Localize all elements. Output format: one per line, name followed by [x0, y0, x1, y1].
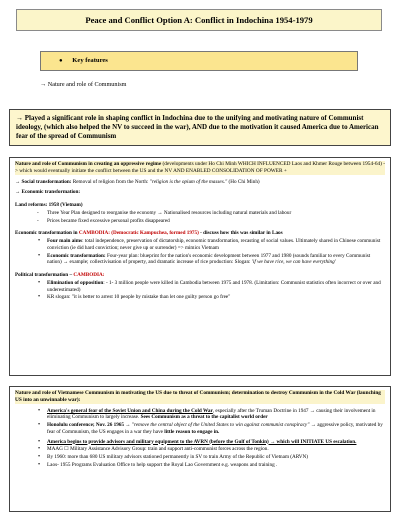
item-text: MAAG ☐ Military Assistance Advisory Group: train and support anti-communist forces across the region. [47, 446, 269, 453]
cambodia-economic-list [15, 238, 385, 266]
cambodia-red: CAMBODIA: (Democratic Kampuchea, formed 1975) [78, 230, 199, 237]
section-header: Nature and role of Vietnamese Communism in motivating the US due to threat of Communism; determination to destroy Communism in the Cold War (launching US into an unwinnable war): [15, 390, 385, 404]
page-title: Peace and Conflict Option A: Conflict in Indochina 1954-1979 [16, 9, 382, 31]
item-bold-lead: Honolulu conference; Nov. 26 1965 [47, 422, 124, 429]
land-reforms-list [15, 210, 385, 225]
main-argument-box: → Played a significant role in shaping conflict in Indochina due to the unifying and motivating nature of Communist ideology, (which also helped the NV to succeed in the war), AND due to the motivation it caused America due to American fear of the spread of Communism [9, 109, 391, 146]
political-list [15, 280, 385, 301]
item-text-2: → aggressive policy, motivated by fear of Communism, the US engages in a war they have [47, 422, 383, 435]
cambodia-economic-heading [15, 230, 385, 237]
social-quote: "religion is the opium of the masses." [149, 178, 228, 185]
section-header-bold: Nature and role of Communism in creating an oppressive regime [15, 161, 162, 167]
list-item: - Prices became fixed excessive personal profits disappeared [47, 218, 385, 225]
item-text: KR slogan: "it is better to arrest 10 people by mistake than let one guilty person go free" [47, 294, 231, 301]
list-item [47, 462, 385, 469]
item-bold: little reason to engage in. [164, 428, 220, 435]
item-quote: "remove the central object of the United States to win against communist conspiracy" [131, 422, 310, 429]
oppressive-regime-section [9, 157, 391, 376]
item-text: , especially after the Truman Doctrine in 1947 → causing their involvement in eliminating Communism to largely increase. [47, 407, 376, 421]
list-item [47, 454, 385, 461]
item-text: → [124, 422, 132, 429]
list-item [47, 422, 385, 435]
list-item [47, 446, 385, 453]
economic-label: → Economic transformation: [15, 189, 81, 196]
cambodia-post: - discuss how this was similar in Laos [198, 230, 283, 237]
item-label: Four main aims [47, 238, 83, 245]
us-motivation-list [15, 408, 385, 469]
section-header [15, 161, 385, 175]
item-underlined: America's general fear of the Soviet Union and China during the Cold War [47, 407, 213, 414]
item-label: Economic transformation: [47, 252, 106, 259]
list-item [47, 253, 385, 266]
political-red: CAMBODIA: [73, 272, 105, 279]
item-underlined: America begins to provide advisors and military equipment to the AVRN (before the Gulf of Tonkin) → which will INITIATE US escalation. [47, 438, 357, 445]
key-features-label: Key features [72, 57, 108, 64]
social-text: Removal of religion from the North: [71, 178, 150, 185]
list-item [47, 408, 385, 421]
item-text: : - 1- 3 million people were killed in Cambodia between 1975 and 1978. (Limitation: Communist statistics often incorrect or over and underestimated) [47, 279, 381, 293]
social-label: → Social transformation: [15, 178, 72, 185]
item-text: : total independence, preservation of dictatorship, economic transformation, recasting of social values. Ultimately shared in Chinese communist conviction (ie did hard conviction; never give up or surrender) => mimics Vietnam [47, 238, 381, 251]
item-text: By 1960: more than 680 US military advisors stationed permanently in SV to train Army of the Republic of Vietnam (ARVN) [47, 454, 309, 461]
section-header-text: (developments under Ho Chi Minh WHICH INFLUENCED Laos and Khmer Rouge between 1954-64) -> which would eventually initiate the conflict between the US and the NV AND ENABLED CONSOLIDATION OF POWER [15, 161, 386, 174]
political-heading [15, 272, 385, 279]
item-label: Elimination of opposition [47, 279, 104, 286]
list-item: - Three Year Plan designed to reorganise the economy → Nationalised resources including natural materials and labour [47, 210, 385, 217]
item-text: Four-year plan: blueprint for the nation's economic development between 1977 and 1980 (sounds familiar to every Communist nation) → example; collectivisation of property, and dramatic increase of rice production: Slogan: [47, 252, 371, 266]
nature-role-heading: → Nature and role of Communism [40, 81, 127, 88]
item-text: Laos- 1955 Programs Evaluation Office to help support the Royal Lao Government e.g. weapons and training . [47, 462, 278, 469]
item-quote: 'if we have rice, we can have everything' [251, 259, 336, 266]
social-attribution: (Ho Chi Minh) [227, 178, 260, 185]
list-item [47, 280, 385, 293]
plus-mark: + [282, 167, 287, 174]
bullet-icon: ● [59, 58, 63, 64]
social-transformation [15, 179, 385, 186]
list-item [47, 294, 385, 301]
land-reforms-label: Land reforms: 1958 (Vietnam) [15, 202, 83, 209]
us-motivation-section [9, 386, 391, 512]
item-bold: Sees Communism as a threat to the capitalist world order [140, 414, 268, 421]
list-item [47, 238, 385, 251]
list-item [47, 439, 385, 446]
cambodia-pre: Economic transformation in [15, 230, 79, 237]
key-features-box [40, 51, 358, 71]
political-label: Political transformation – [15, 272, 74, 279]
